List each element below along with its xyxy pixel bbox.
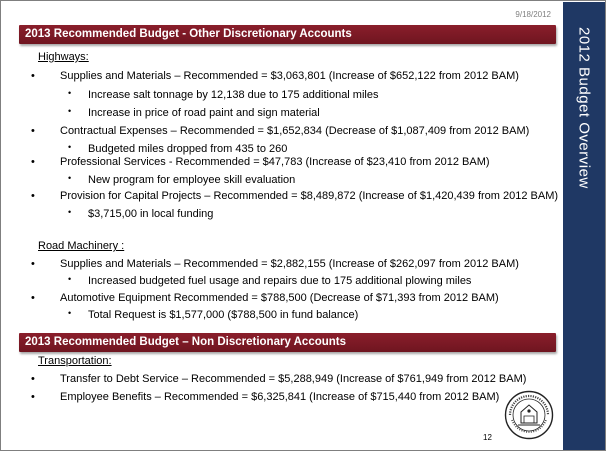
bullet-icon: • — [31, 292, 35, 304]
bullet-icon: • — [68, 142, 72, 152]
bullet-icon: • — [68, 106, 72, 116]
bullet-icon: • — [31, 373, 35, 385]
bullet-icon: • — [31, 391, 35, 403]
page-number: 12 — [483, 433, 492, 442]
section-banner-non-discretionary: 2013 Recommended Budget – Non Discretionary Accounts — [19, 333, 556, 352]
bullet-icon: • — [68, 173, 72, 183]
bullet-icon: • — [31, 125, 35, 137]
sidebar-title: 2012 Budget Overview — [575, 27, 593, 189]
slide: 9/18/2012 2012 Budget Overview 2013 Recommended Budget - Other Discretionary Accounts Highways: • Supplies and Materials – Recommended = $3,063,801 (Increase of $652,122 from 2012 BAM) • Increase salt tonnage by 12,138 due to 175 additional miles • Increase in price of road paint and sign material • Contractual Expenses – Recommended = $1,652,834 (Decrease of $1,087,409 from 2012 BAM) • Budgeted miles dropped from 435 to 260 • Professional Services - Recommended = $47,783 (Increase of $23,410 from 2012 BAM) • New program for employee skill evaluation • Provision for Capital Projects – Recommended = $8,489,872 (Increase of $1,420,439 from 2012 BAM) • $3,715,00 in local funding Road Machinery : • Supplies and Materials – Recommended = $2,882,155 (Increase of $262,097 from 2012 BAM) • Increased budgeted fuel usage and repairs due to 175 additional plowing miles • Automotive Equipment Recommended = $788,500 (Decrease of $71,393 from 2012 BAM) • Total Request is $1,577,000 ($788,500 in fund balance) 2013 Recommended Budget – Non Discretionary Accounts Transportation: • Transfer to Debt Service – Recommended = $5,288,949 (Increase of $761,949 from 2012 BAM) • Employee Benefits – Recommended = $6,325,841 (Increase of $715,440 from 2012 BAM) 12 — [0, 0, 606, 451]
bullet-icon: • — [68, 308, 72, 318]
bullet-icon: • — [68, 88, 72, 98]
bullet-icon: • — [31, 190, 35, 202]
section-banner-discretionary: 2013 Recommended Budget - Other Discretionary Accounts — [19, 25, 556, 44]
bullet-icon: • — [31, 258, 35, 270]
transportation-heading: Transportation: — [38, 355, 112, 367]
bullet-icon: • — [31, 70, 35, 82]
bullet-icon: • — [31, 156, 35, 168]
sidebar — [563, 2, 605, 450]
highways-heading: Highways: — [38, 51, 89, 63]
slide-date: 9/18/2012 — [515, 10, 551, 19]
bullet-icon: • — [68, 274, 72, 284]
bullet-icon: • — [68, 207, 72, 217]
road-machinery-heading: Road Machinery : — [38, 240, 125, 252]
county-seal-icon — [504, 390, 554, 440]
